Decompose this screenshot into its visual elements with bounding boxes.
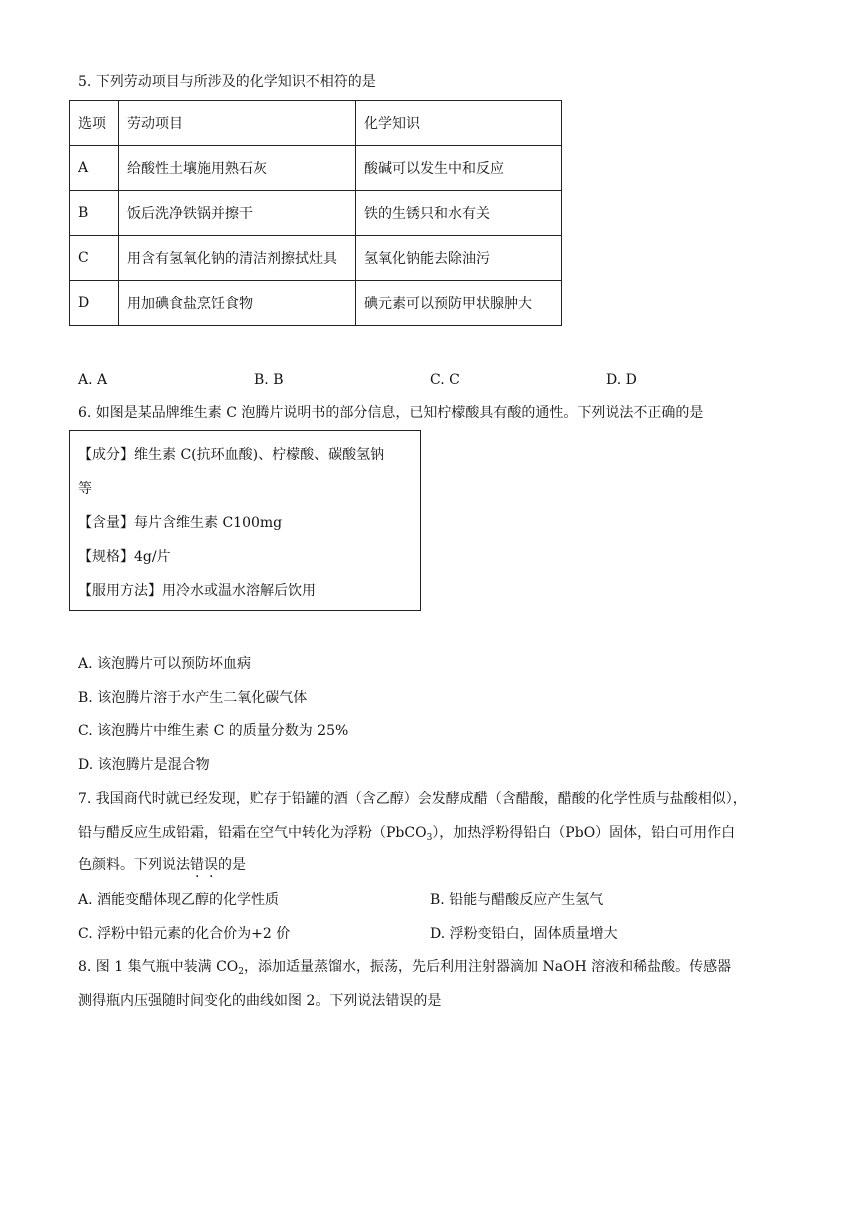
table-cell: 给酸性土壤施用熟石灰 <box>119 146 356 191</box>
table-cell: C <box>70 236 119 281</box>
table-cell: 用加碘食盐烹饪食物 <box>119 281 356 326</box>
q8-line-1 <box>78 957 731 982</box>
table-cell: 碘元素可以预防甲状腺肿大 <box>356 281 562 326</box>
table-cell: B <box>70 191 119 236</box>
table-cell: 铁的生锈只和水有关 <box>356 191 562 236</box>
emphasis-char: 误 <box>204 857 218 873</box>
q7-line-3-text: 色颜料。下列说法 <box>78 857 190 873</box>
table-cell: D <box>70 281 119 326</box>
q7-option-b: B. 铅能与醋酸反应产生氢气 <box>430 892 604 908</box>
table-cell: 酸碱可以发生中和反应 <box>356 146 562 191</box>
q7-line-2-text: ），加热浮粉得铅白（PbO）固体，铅白可用作白 <box>432 825 736 841</box>
q6-option-c: C. 该泡腾片中维生素 C 的质量分数为 25% <box>78 723 349 739</box>
q6-option-d: D. 该泡腾片是混合物 <box>78 757 210 773</box>
q7-subscript: 3 <box>426 833 433 843</box>
table-cell: 用含有氢氧化钠的清洁剂擦拭灶具 <box>119 236 356 281</box>
q6-stem: 6. 如图是某品牌维生素 C 泡腾片说明书的部分信息，已知柠檬酸具有酸的通性。下列说法不正确的是 <box>78 405 704 421</box>
q8-line-2: 测得瓶内压强随时间变化的曲线如图 2。下列说法错误的是 <box>78 993 442 1009</box>
table-header-cell: 化学知识 <box>356 101 562 146</box>
table-row <box>70 191 562 236</box>
q8-subscript: 2 <box>238 967 244 977</box>
q8-line-1-text: ，添加适量蒸馏水，振荡，先后利用注射器滴加 NaOH 溶液和稀盐酸。传感器 <box>244 959 732 975</box>
table-row <box>70 281 562 326</box>
q5-option-b: B. B <box>254 372 284 388</box>
emphasis-char: 错 <box>190 857 204 873</box>
q7-line-1: 7. 我国商代时就已经发现，贮存于铅罐的酒（含乙醇）会发酵成醋（含醋酸，醋酸的化学性质与盐酸相似）， <box>78 791 747 807</box>
q6-option-a: A. 该泡腾片可以预防坏血病 <box>78 656 252 672</box>
q6-box-line: 【服用方法】用冷水或温水溶解后饮用 <box>78 583 316 599</box>
q7-option-a: A. 酒能变醋体现乙醇的化学性质 <box>78 892 280 908</box>
q5-stem: 5. 下列劳动项目与所涉及的化学知识不相符的是 <box>78 74 376 90</box>
table-cell: 氢氧化钠能去除油污 <box>356 236 562 281</box>
table-cell: A <box>70 146 119 191</box>
q6-box-line: 【规格】4g/片 <box>78 549 171 565</box>
table-row <box>70 236 562 281</box>
q7-option-d: D. 浮粉变铅白，固体质量增大 <box>430 926 618 942</box>
q6-box-line: 等 <box>78 481 92 497</box>
q5-option-d: D. D <box>606 372 637 388</box>
q5-option-a: A. A <box>78 372 108 388</box>
table-row <box>70 146 562 191</box>
table-header-cell: 选项 <box>70 101 119 146</box>
table-cell: 饭后洗净铁锅并擦干 <box>119 191 356 236</box>
q6-option-b: B. 该泡腾片溶于水产生二氧化碳气体 <box>78 690 308 706</box>
q5-option-c: C. C <box>430 372 460 388</box>
q5-table <box>69 100 562 326</box>
q7-line-2 <box>78 823 735 848</box>
q6-box-line: 【成分】维生素 C(抗环血酸)、柠檬酸、碳酸氢钠 <box>78 447 385 463</box>
q6-box-line: 【含量】每片含维生素 C100mg <box>78 515 283 531</box>
q7-line-2-text: 铅与醋反应生成铅霜，铅霜在空气中转化为浮粉（PbCO <box>78 825 427 841</box>
q7-option-c: C. 浮粉中铅元素的化合价为+2 价 <box>78 926 291 942</box>
table-header-cell: 劳动项目 <box>119 101 356 146</box>
q6-instruction-box <box>69 430 421 611</box>
q7-line-3 <box>78 855 246 875</box>
q7-line-3-text: 的是 <box>218 857 246 873</box>
q8-line-1-text: 8. 图 1 集气瓶中装满 CO <box>78 959 239 975</box>
table-header-row <box>70 101 562 146</box>
